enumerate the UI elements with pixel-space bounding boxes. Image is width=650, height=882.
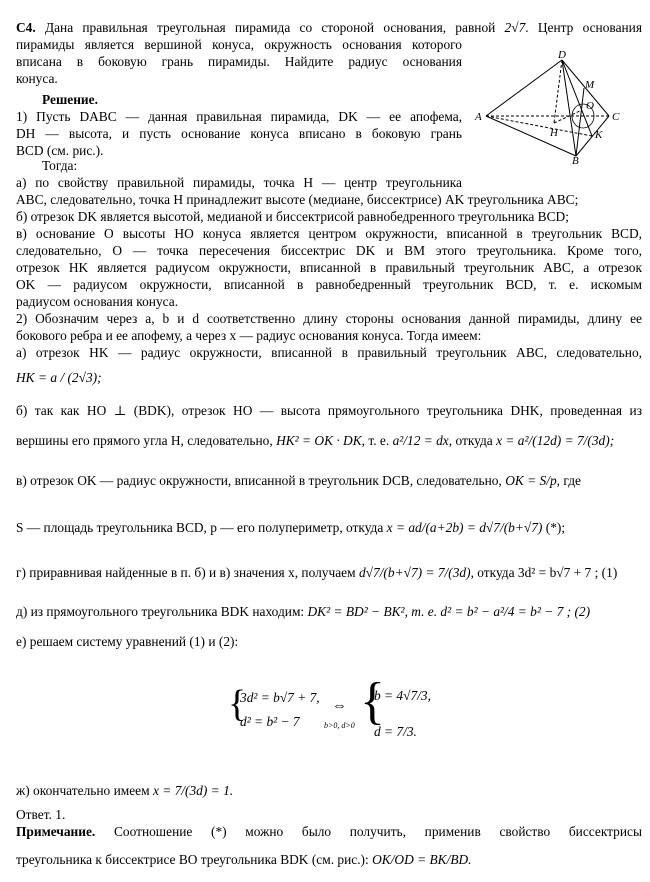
label-M: M	[585, 79, 595, 91]
note-formula: OK/OD = BK/BD.	[372, 852, 472, 867]
s2v-formula: OK = S/p	[505, 473, 557, 488]
s2b-text-1: б) так как HO ⊥ (BDK), отрезок HO — высота прямоугольного треугольника DHK, проведенная из	[16, 403, 642, 418]
s2g-formula: d√7/(b+√7) = 7/(3d)	[358, 565, 471, 580]
s2a-formula: HK = a / (2√3);	[16, 370, 102, 385]
s2b-formula-3: x = a²/(12d) = 7/(3d);	[496, 433, 615, 448]
equation-system: { 3d² = b√7 + 7, d² = b² − 7 ⇔ b>0, d>0 { b = 4√7/3, d = 7/3.	[228, 673, 431, 739]
v-line-1: в) основание O высоты HO конуса является центром окружности, вписанной в треугольник BCD,	[16, 226, 642, 241]
problem-line-2: пирамиды является вершиной конуса, окружность основания которого	[16, 37, 462, 52]
b-line: б) отрезок DK является высотой, медианой и биссектрисой равнобедренного треугольника BCD;	[16, 209, 569, 224]
label-D: D	[558, 49, 566, 61]
s2e-text: е) решаем систему уравнений (1) и (2):	[16, 634, 239, 649]
step1-line-3: BCD (см. рис.).	[16, 143, 104, 158]
problem-line-3: вписана в боковую грань пирамиды. Найдите радиус основания	[16, 54, 462, 69]
label-O: O	[586, 100, 594, 112]
problem-line-4: конуса.	[16, 71, 58, 86]
label-K: K	[595, 129, 603, 141]
s2v-formula-2: x = ad/(a+2b) = d√7/(b+√7)	[386, 520, 543, 535]
sys-right-2: d = 7/3.	[374, 724, 417, 739]
s2d-line: д) из прямоугольного треугольника BDK находим: DK² = BD² − BK², т. е. d² = b² − a²/4 = b² − 7 ; (2)	[16, 604, 591, 619]
note-line-2: треугольника к биссектрисе BO треугольника BDK (см. рис.): OK/OD = BK/BD.	[16, 852, 472, 867]
a-line-2: ABC, следовательно, точка H принадлежит высоте (медиане, биссектрисе) AK треугольника ABC;	[16, 192, 579, 207]
s2g-line: г) приравнивая найденные в п. б) и в) значения x, получаем d√7/(b+√7) = 7/(3d), откуда 3d² = b√7 + 7 ; (1)	[16, 565, 618, 580]
s2zh-line: ж) окончательно имеем x = 7/(3d) = 1.	[16, 783, 234, 798]
step1-line-1: 1) Пусть DABC — данная правильная пирамида, DK — ее апофема,	[16, 109, 462, 124]
s2a-text: а) отрезок HK — радиус окружности, вписанной в правильный треугольник ABC, следовательно,	[16, 345, 642, 360]
v-line-4: OK — радиусом окружности, вписанной в равнобедренный треугольник BCD, т. е. искомым	[16, 277, 642, 292]
v-line-5: радиусом основания конуса.	[16, 294, 179, 309]
s2zh-formula: x = 7/(3d) = 1.	[152, 783, 234, 798]
label-C: C	[612, 111, 620, 123]
note-line-1: Примечание. Соотношение (*) можно было получить, применив свойство биссектрисы	[16, 824, 642, 839]
s2v-line-2: S — площадь треугольника BCD, p — его полупериметр, откуда x = ad/(a+2b) = d√7/(b+√7) (*);	[16, 520, 566, 535]
v-line-2: следовательно, O — точка пересечения биссектрис DK и BM этого треугольника. Кроме того,	[16, 243, 642, 258]
label-B: B	[572, 155, 579, 166]
s2b-formula-2: a²/12 = dx	[392, 433, 449, 448]
label-A: A	[475, 111, 482, 123]
step2-line-2: бокового ребра и ее апофему, а через x — радиус основания конуса. Тогда имеем:	[16, 328, 482, 343]
sys-condition: b>0, d>0	[324, 721, 355, 730]
step1-line-2: DH — высота, и пусть основание конуса вписано в боковую грань	[16, 126, 462, 141]
problem-label: С4.	[16, 20, 36, 35]
s2d-formula: DK² = BD² − BK², т. е. d² = b² − a²/4 = b² − 7 ; (2)	[307, 604, 591, 619]
note-label: Примечание.	[16, 824, 96, 839]
s2v-line-1: в) отрезок OK — радиус окружности, вписанной в треугольник DCB, следовательно, OK = S/p, где	[16, 473, 581, 488]
a-line-1: а) по свойству правильной пирамиды, точка H — центр треугольника	[16, 175, 462, 190]
sys-left-1: 3d² = b√7 + 7,	[240, 690, 320, 705]
s2b-line-2: вершины его прямого угла H, следовательно, HK² = OK · DK, т. е. a²/12 = dx, откуда x = a²/(12d) = 7/(3d);	[16, 433, 615, 448]
equivalence-arrow: ⇔	[332, 698, 347, 714]
sys-right-1: b = 4√7/3,	[374, 688, 431, 703]
then-label: Тогда:	[42, 158, 78, 173]
s2b-formula-1: HK² = OK · DK	[276, 433, 362, 448]
step2-line-1: 2) Обозначим через a, b и d соответственно длину стороны основания данной пирамиды, длину ее	[16, 311, 642, 326]
answer: Ответ. 1.	[16, 807, 66, 822]
solution-heading: Решение.	[42, 92, 98, 107]
label-H: H	[550, 127, 558, 139]
v-line-3: отрезок HK является радиусом окружности, вписанной в правильный треугольник ABC, а отрезок	[16, 260, 642, 275]
problem-line-1: С4. Дана правильная треугольная пирамида со стороной основания, равной 2√7. Центр основания	[16, 20, 642, 35]
pyramid-figure	[474, 48, 634, 166]
sys-left-2: d² = b² − 7	[240, 714, 300, 729]
